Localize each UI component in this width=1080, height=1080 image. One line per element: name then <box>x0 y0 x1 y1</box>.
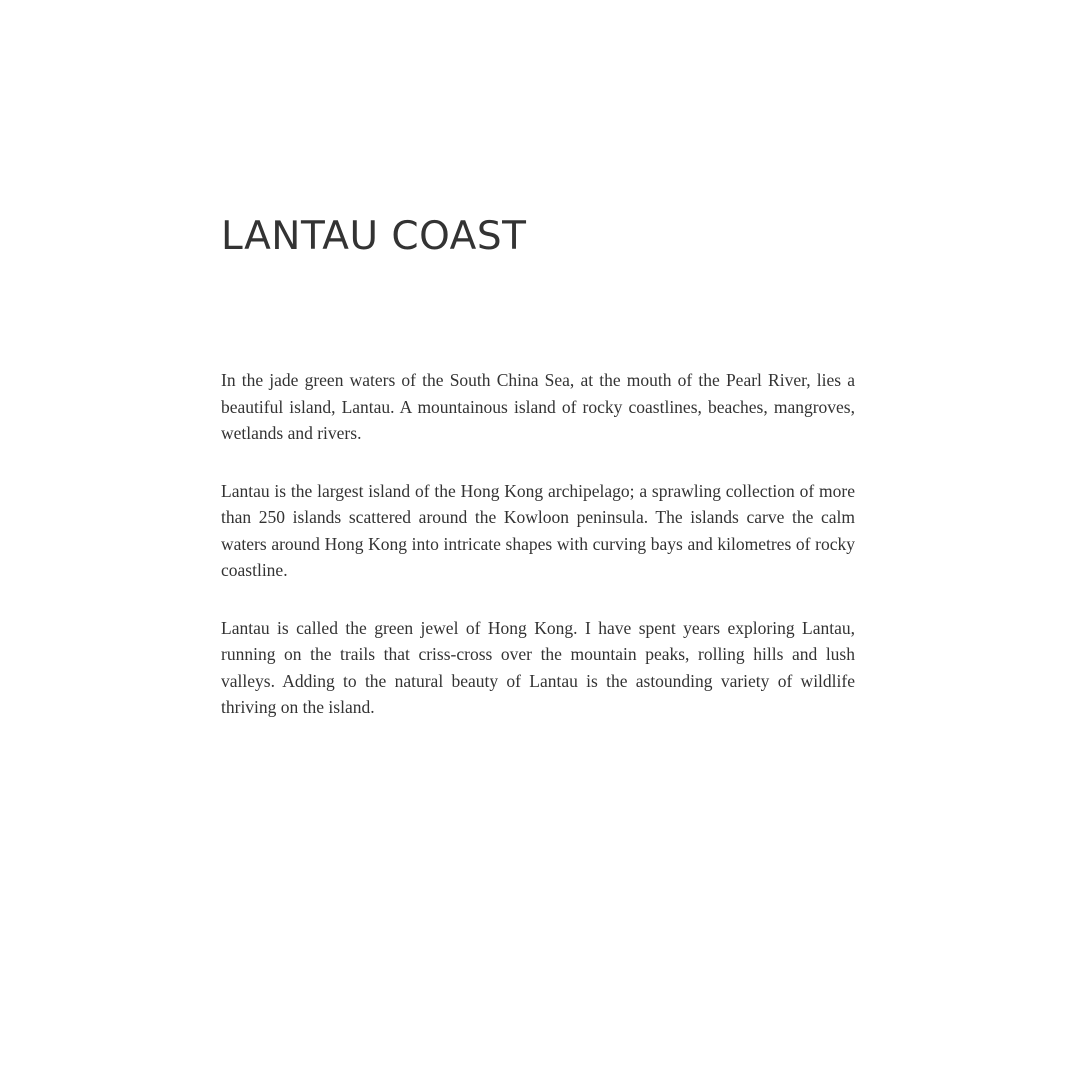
paragraph-3: Lantau is called the green jewel of Hong Kong. I have spent years exploring Lantau, running on the trails that criss-cross over the mountain peaks, rolling hills and lush valleys. Adding to the natural beauty of Lantau is the astounding variety of wildlife thriving on the island. <box>221 617 855 717</box>
page-title: LANTAU COAST <box>221 214 527 259</box>
paragraph-2: Lantau is the largest island of the Hong Kong archipelago; a sprawling collection of more than 250 islands scattered around the Kowloon peninsula. The islands carve the calm waters around Hong Kong into intricate shapes with curving bays and kilometres of rocky coastline. <box>221 480 855 580</box>
body-text <box>221 367 855 752</box>
paragraph-1: In the jade green waters of the South China Sea, at the mouth of the Pearl River, lies a beautiful island, Lantau. A mountainous island of rocky coastlines, beaches, mangroves, wetlands and rivers. <box>221 370 855 443</box>
